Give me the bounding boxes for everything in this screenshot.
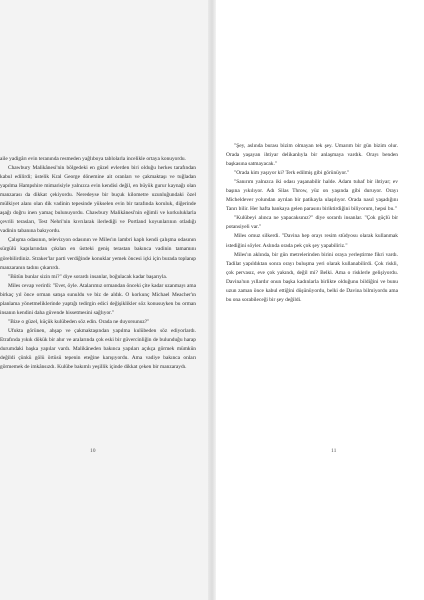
paragraph: "Kulübeyi alınca ne yapacaksınız?" diye sorardı insanlar. "Çok güçlü bir potansiyeli var." (226, 215, 398, 231)
paragraph: "Sanırım yalnızca iki odası yaşanabilir halde. Adam tuhaf bir ihtiyar; ev başına yıkılıyor. Adı Silas Throw, yüz on yaşında gibi duruyor. Orayı Micheldever yolundan ayrılan bir patikayla ulaşılıyor. Orada nasıl yaşadığını Tanrı bilir. Her hafta bankaya gelen parasını biriktirdiğini biliyorum, hepsi bu." (226, 179, 398, 213)
book-gutter (208, 0, 216, 600)
page-number-right: 11 (331, 448, 337, 454)
paragraph: Miles'ın aklında, bir gün metrelerinden birini oraya yerleştirme fikri vardı. Tadilat yapıldıktan sonra orayı buluşma yeri olarak kullanabilirdi. Çok riskli, çok pervasız, eve çok yakındı, değil mi? Belki. Ama o risklerle gelişiyordu. Davina'nın yıllardır onun başka kadınlarla birlikte olduğunu bildiğini ve bunu uzun zaman önce kabul ettiğini düşünüyordu, belki de Davina bilmiyordu ama bu ona sorabileceği bir şey değildi. (226, 251, 398, 303)
page-number-left: 10 (90, 448, 96, 454)
left-page-text (0, 155, 196, 372)
paragraph: "Şey, aslında burası bizim olmayan tek şey. Umarım bir gün bizim olur. Orada yaşayan ihtiyar delikanlıyla bir anlaşmaya vardık. Orayı benden başkasına satmayacak." (226, 143, 398, 168)
paragraph: "Orada kim yaşıyor ki? Terk edilmiş gibi görünüyor." (234, 170, 350, 177)
paragraph: Chawbury Malikânesi'nin bölgedeki en güzel evlerden biri olduğu herkes tarafından kabul edilirdi; üstelik Kral George dönemine ait oranları ve çakmaktaşı ve tuğladan yapılma Hampshire mimarisiyle yalnızca evin kendisi değil, en büyük gurur kaynağı olan manzarası da dikkat çekiyordu. Neredeyse bir buçuk kilometre uzunluğundaki özel mülkiyet alanı olan dik vadinin tepesinde yükselen evin bir tarafında koruluk, diğerinde aşağı doğru inen yamaç bulunuyordu. Chawbury Malikânesi'nin eğimli ve korkuluklarla çevrili terasları, Test Nehri'nin kıvrılarak ilerlediği ve Portland koyunlarının otladığı vadinin tabanına bakıyordu. (0, 165, 196, 235)
paragraph: Miles cevap verirdi: "Evet, öyle. Atalarımız ormandan önceki çite kadar uzanmayı ama birkaç yıl önce orman satışa sunuldu ve biz de aldık. O korkunç Michael Meacher'ın planlama yönetmeliklerinde yaptığı tedirgin edici değişiklikler söz konusuyken bu orman insanın kendini daha güvende hissetmesini sağlıyor." (0, 282, 196, 316)
right-page-text (226, 142, 398, 305)
paragraph: Miles omuz silkerdi. "Davina hep orayı resim stüdyosu olarak kullanmak istediğini söyler. Aslında orada pek çok şey yapabiliriz." (226, 233, 398, 249)
paragraph: "Bütün bunlar sizin mi?" diye sorardı insanlar, boğulacak kadar başarıyla. (8, 273, 168, 280)
paragraph: Ufukta görünen, ahşap ve çakmaktaşından yapılma kulübeden söz ediyorlardı. Etrafında yıkık dökük bir ahır ve aralarında çok eski bir güvercinliğin de bulunduğu harap durumdaki başka yapılar vardı. Malikâneden bakınca yapıları açıkça görmek mümkün değildi çünkü gölü örtüsü tepenin eteğine karışıyordu. Ama vadiye bakınca onları görmemek de imkânsızdı. Kulübe bakımlı yeşillik içinde dikkat çeken bir manzaraydı. (0, 327, 196, 371)
paragraph: Çalışma odasının, televizyon odasının ve Miles'ın lambri kaplı kendi çalışma odasının sürgülü kapılarından çıkılan en üstteki geniş terastan bakınca vadinin tamamını görebilirdiniz. Straker'lar parti verdiğinde konuklar yemek öncesi içki için burada toplanıp manzaranın tadını çıkarırdı. (0, 237, 196, 271)
paragraph: aile yadigârı evin teranında resmeden yağlıboya tablolarla incelikle ortaya konuyordu. (0, 156, 186, 162)
paragraph: "Bize o güzel, küçük kulübeden söz edin. Orada ne duyorsunuz?" (8, 318, 150, 325)
